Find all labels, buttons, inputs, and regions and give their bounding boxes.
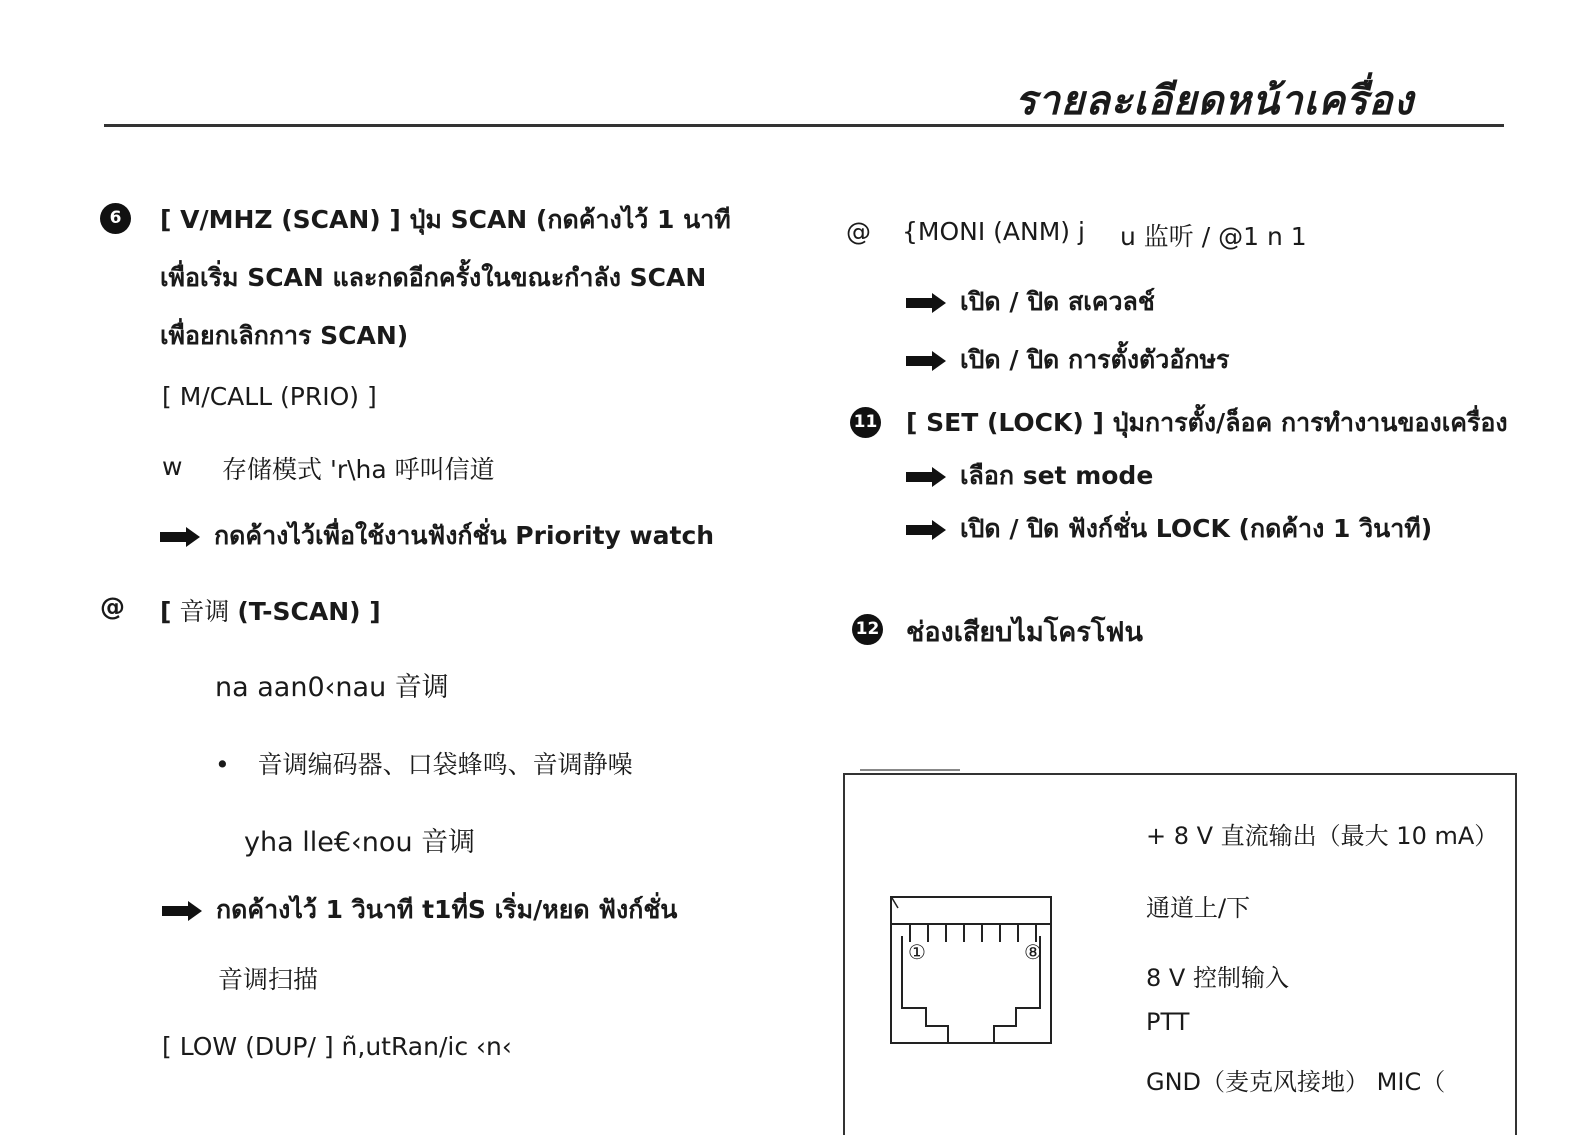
squelch-line <box>906 282 1155 322</box>
lock-text: เปิด / ปิด ฟังก์ชั่น LOCK (กดค้าง 1 วินาที) <box>960 514 1433 543</box>
header-rule <box>104 124 1504 127</box>
pin-desc-2: 通道上/下 <box>1146 894 1251 922</box>
arrow-right-icon <box>162 901 202 921</box>
jack-pin-8-label: ⑧ <box>1024 940 1042 964</box>
tscan-at: @ <box>100 592 125 621</box>
bullet-text: 音调编码器、口袋蜂鸣、音调静噪 <box>257 750 633 779</box>
arrow-right-icon <box>160 527 200 547</box>
press-text: กดค้างไว้ 1 วินาที t1ที่S เริ่ม/หยด ฟังก์ชั่น <box>216 895 678 924</box>
page-title: รายละเอียดหน้าเครื่อง <box>1014 78 1414 124</box>
charset-text: เปิด / ปิด การตั้งตัวอักษร <box>960 345 1230 374</box>
pin-desc-3: 8 V 控制输入 <box>1146 964 1289 992</box>
setmode-line <box>906 456 1153 496</box>
press-line <box>162 890 677 930</box>
item-11-text: [ SET (LOCK) ] ปุ่มการตั้ง/ล็อค การทำงานของเครื่อง <box>906 408 1508 437</box>
item-6-line2: เพื่อเริ่ม SCAN และกดอีกครั้งในขณะกำลัง SCAN <box>160 263 707 292</box>
arrow-right-icon <box>906 293 946 313</box>
bullet-mark: • <box>215 750 230 779</box>
pin-desc-1: + 8 V 直流输出（最大 10 mA） <box>1146 822 1499 850</box>
moni-at: @ <box>846 217 871 246</box>
item-12-text: ช่องเสียบไมโครโฟน <box>906 617 1143 648</box>
moni-text2: u 监听 / @1 n 1 <box>1120 222 1307 251</box>
panel-tab <box>860 769 960 771</box>
bullet-line <box>215 745 633 781</box>
pin-desc-4: PTT <box>1146 1008 1190 1036</box>
item-12-badge <box>852 614 883 645</box>
tscan-label <box>160 592 381 628</box>
rj45-jack-icon <box>890 896 1052 1044</box>
item-number-badge: 12 <box>852 614 883 645</box>
arrow-right-icon <box>906 467 946 487</box>
tscan-cn: 音调 <box>179 597 230 626</box>
lock-line <box>906 509 1432 549</box>
memory-mode-text: 存储模式 'r\ha 呼叫信道 <box>222 455 495 484</box>
item-6-badge <box>100 203 131 234</box>
item-number-badge: 6 <box>100 203 131 234</box>
tscan-rest: (T-SCAN) ] <box>237 597 381 626</box>
tone-scan-text: 音调扫描 <box>218 965 319 994</box>
squelch-text: เปิด / ปิด สเควลช์ <box>960 287 1155 316</box>
item-number-badge: 11 <box>850 407 881 438</box>
item-11-badge <box>850 407 881 438</box>
pin-desc-5: GND（麦克风接地） MIC（ <box>1146 1068 1446 1096</box>
moni-text: {MONI (ANM) j <box>902 217 1085 246</box>
arrow-right-icon <box>906 351 946 371</box>
priority-line <box>160 516 714 556</box>
tscan-open: [ <box>160 597 172 626</box>
mcall-label: [ M/CALL (PRIO) ] <box>162 382 377 411</box>
w-label: w <box>162 452 183 481</box>
setmode-text: เลือก set mode <box>960 461 1154 490</box>
priority-text: กดค้างไว้เพื่อใช้งานฟังก์ชั่น Priority watch <box>214 521 715 550</box>
item-6-line3: เพื่อยกเลิกการ SCAN) <box>160 321 409 350</box>
yha-line: yha lle€‹nou 音调 <box>244 827 476 858</box>
item-6-line1: [ V/MHZ (SCAN) ] ปุ่ม SCAN (กดค้างไว้ 1 นาที <box>160 205 731 234</box>
na-line: na aan0‹nau 音调 <box>215 672 449 703</box>
arrow-right-icon <box>906 520 946 540</box>
charset-line <box>906 340 1229 380</box>
low-line: [ LOW (DUP/ ] ñ,utRan/ic ‹n‹ <box>162 1032 512 1061</box>
jack-pin-1-label: ① <box>908 940 926 964</box>
